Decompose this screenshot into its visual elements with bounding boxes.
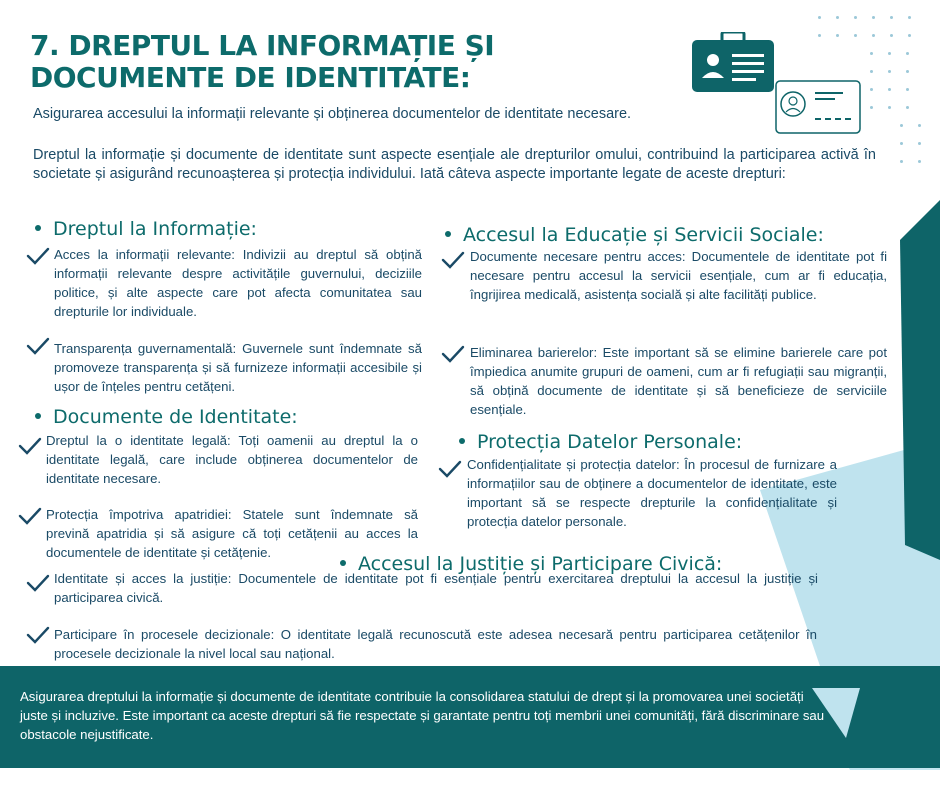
heading-accesul-la-educatie: Accesul la Educație și Servicii Sociale: bbox=[445, 224, 824, 246]
list-item: Eliminarea barierelor: Este important să se elimine barierele care pot împiedica anumite grupuri de oameni, cum ar fi refugiații sau migranții, să obțină documente de identitate și să beneficieze de serviciile esențiale. bbox=[470, 345, 887, 417]
list-item: Protecția împotriva apatridiei: Statele sunt îndemnate să prevină apatridia și să asigure că toți cetățenii au acces la documentele de identitate și cetățenie. bbox=[46, 507, 418, 560]
heading-accesul-la-justitie: Accesul la Justiție și Participare Civică: bbox=[340, 553, 722, 575]
heading-documente-de-identitate: Documente de Identitate: bbox=[35, 406, 298, 428]
intro-paragraph: Dreptul la informație și documente de identitate sunt aspecte esențiale ale drepturilor omului, contribuind la participarea activă în societate și asigurând recunoașterea și protecția individului. Iată câteva aspecte importante legate de aceste drepturi: bbox=[33, 147, 876, 182]
intro-text: Asigurarea accesului la informații relevante și obținerea documentelor de identitate necesare. bbox=[33, 106, 632, 122]
footer-text: Asigurarea dreptului la informație și documente de identitate contribuie la consolidarea statului de drept și la promovarea unei societăți juste și incluzive. Este important ca aceste drepturi să fie respectate și garantate pentru toți membrii unei comunități, fără discriminare sau obstacole nejustificate. bbox=[20, 689, 825, 742]
list-item: Transparența guvernamentală: Guvernele sunt îndemnate să promoveze transparența și să furnizeze informații accesibile și ușor de înțeles pentru cetățeni. bbox=[54, 341, 422, 394]
page-title: 7. DREPTUL LA INFORMAȚIE ȘI DOCUMENTE DE IDENTITATE: bbox=[30, 29, 495, 94]
list-item: Dreptul la o identitate legală: Toți oamenii au dreptul la o identitate legală, care include obținerea documentelor de identitate necesare. bbox=[46, 433, 418, 486]
list-item: Documente necesare pentru acces: Documentele de identitate pot fi necesare pentru accesul la servicii esențiale, cum ar fi educația, îngrijirea medicală, asistența socială și alte facilități publice. bbox=[470, 249, 887, 302]
list-item: Participare în procesele decizionale: O identitate legală recunoscută este adesea necesară pentru participarea cetățenilor în procesele decizionale la nivel local sau național. bbox=[54, 627, 817, 661]
list-item: Acces la informații relevante: Indivizii au dreptul să obțină informații relevante despre activitățile guvernului, deciziile politice, și alte aspecte care pot afecta comunitatea sau drepturile lor individuale. bbox=[54, 247, 422, 319]
heading-protectia-datelor: Protecția Datelor Personale: bbox=[459, 431, 742, 453]
list-item: Confidențialitate și protecția datelor: În procesul de furnizare a informațiilor sau de obținere a documentelor de identitate, este important să se respecte drepturile la confidențialitate și protecția datelor personale. bbox=[467, 457, 837, 529]
heading-dreptul-la-informatie: Dreptul la Informație: bbox=[35, 218, 257, 240]
list-item: Identitate și acces la justiție: Documentele de identitate pot fi esențiale pentru exercitarea dreptului la accesul la justiție și participarea civică. bbox=[54, 571, 818, 605]
